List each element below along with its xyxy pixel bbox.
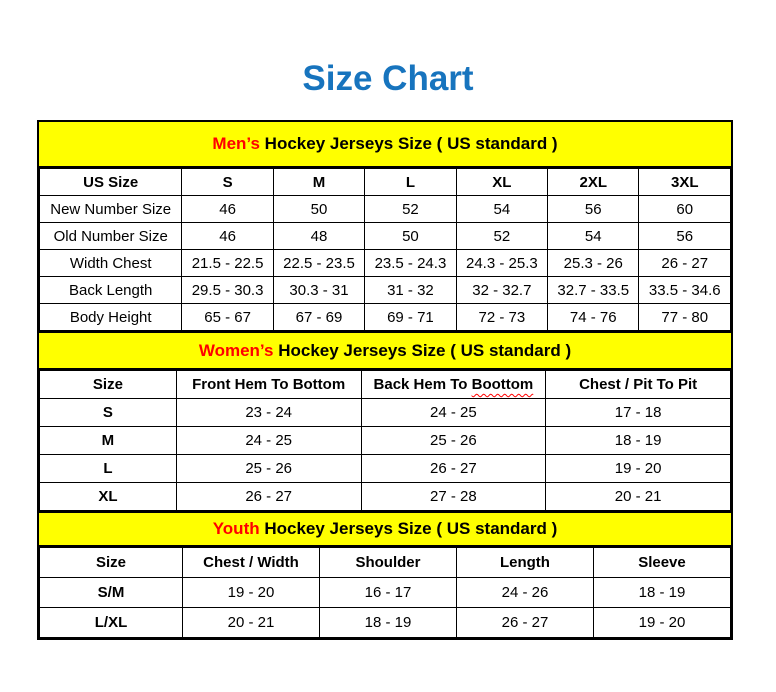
size-cell: 72 - 73	[456, 304, 547, 331]
column-header: 3XL	[639, 169, 731, 196]
size-cell: 46	[182, 223, 273, 250]
misspelled-word: Boottom	[471, 376, 534, 393]
header-row	[40, 169, 731, 196]
size-cell: 46	[182, 196, 273, 223]
size-cell: 77 - 80	[639, 304, 731, 331]
data-row	[40, 250, 731, 277]
size-cell: 26 - 27	[456, 608, 593, 638]
caption-highlight: Women’s	[198, 340, 274, 360]
size-cell: 18 - 19	[546, 427, 731, 455]
data-row	[40, 483, 731, 511]
data-row	[40, 304, 731, 331]
youth-size-table	[39, 547, 731, 638]
size-cell: 25 - 26	[361, 427, 546, 455]
data-row	[40, 608, 731, 638]
row-label: M	[40, 427, 177, 455]
column-header: Length	[456, 548, 593, 578]
size-cell: 54	[548, 223, 639, 250]
size-cell: 26 - 27	[639, 250, 731, 277]
column-header: Chest / Pit To Pit	[546, 371, 731, 399]
size-cell: 19 - 20	[546, 455, 731, 483]
size-cell: 25 - 26	[176, 455, 361, 483]
row-label: Back Length	[40, 277, 182, 304]
size-cell: 23 - 24	[176, 399, 361, 427]
column-header: XL	[456, 169, 547, 196]
size-cell: 74 - 76	[548, 304, 639, 331]
size-cell: 24 - 25	[361, 399, 546, 427]
size-cell: 24 - 26	[456, 578, 593, 608]
row-label: XL	[40, 483, 177, 511]
size-cell: 24 - 25	[176, 427, 361, 455]
column-header: L	[365, 169, 456, 196]
size-cell: 21.5 - 22.5	[182, 250, 273, 277]
size-cell: 27 - 28	[361, 483, 546, 511]
page-title: Size Chart	[302, 59, 474, 98]
column-header: Size	[40, 548, 183, 578]
header-row	[40, 548, 731, 578]
size-cell: 54	[456, 196, 547, 223]
size-cell: 23.5 - 24.3	[365, 250, 456, 277]
size-chart-tables	[37, 120, 733, 640]
size-cell: 20 - 21	[546, 483, 731, 511]
data-row	[40, 427, 731, 455]
column-header: S	[182, 169, 273, 196]
caption-text: Hockey Jerseys Size ( US standard )	[259, 134, 558, 153]
data-row	[40, 455, 731, 483]
womens-size-table	[39, 370, 731, 511]
data-row	[40, 223, 731, 250]
column-header: US Size	[40, 169, 182, 196]
size-cell: 26 - 27	[361, 455, 546, 483]
size-cell: 19 - 20	[183, 578, 320, 608]
size-cell: 32.7 - 33.5	[548, 277, 639, 304]
size-cell: 60	[639, 196, 731, 223]
size-cell: 17 - 18	[546, 399, 731, 427]
row-label: L/XL	[40, 608, 183, 638]
caption-highlight: Youth	[212, 519, 260, 538]
section-caption-womens	[39, 331, 731, 370]
size-cell: 22.5 - 23.5	[273, 250, 364, 277]
column-header: M	[273, 169, 364, 196]
section-caption-mens	[39, 122, 731, 168]
mens-size-table	[39, 168, 731, 331]
size-cell: 52	[456, 223, 547, 250]
data-row	[40, 196, 731, 223]
size-cell: 18 - 19	[593, 578, 730, 608]
caption-text: Hockey Jerseys Size ( US standard )	[273, 340, 572, 360]
row-label: New Number Size	[40, 196, 182, 223]
size-cell: 30.3 - 31	[273, 277, 364, 304]
column-header: Front Hem To Bottom	[176, 371, 361, 399]
size-cell: 32 - 32.7	[456, 277, 547, 304]
caption-highlight: Men’s	[212, 134, 260, 153]
size-cell: 50	[273, 196, 364, 223]
row-label: Width Chest	[40, 250, 182, 277]
size-cell: 29.5 - 30.3	[182, 277, 273, 304]
size-cell: 16 - 17	[319, 578, 456, 608]
data-row	[40, 578, 731, 608]
size-cell: 50	[365, 223, 456, 250]
column-header: Sleeve	[593, 548, 730, 578]
size-cell: 25.3 - 26	[548, 250, 639, 277]
column-header: Back Hem To Boottom	[361, 371, 546, 399]
row-label: S	[40, 399, 177, 427]
size-cell: 65 - 67	[182, 304, 273, 331]
size-cell: 20 - 21	[183, 608, 320, 638]
section-caption-youth	[39, 511, 731, 547]
data-row	[40, 277, 731, 304]
size-cell: 18 - 19	[319, 608, 456, 638]
column-header: Shoulder	[319, 548, 456, 578]
size-cell: 24.3 - 25.3	[456, 250, 547, 277]
size-cell: 19 - 20	[593, 608, 730, 638]
size-cell: 31 - 32	[365, 277, 456, 304]
size-cell: 67 - 69	[273, 304, 364, 331]
size-cell: 26 - 27	[176, 483, 361, 511]
column-header: Chest / Width	[183, 548, 320, 578]
row-label: S/M	[40, 578, 183, 608]
column-header: 2XL	[548, 169, 639, 196]
size-cell: 48	[273, 223, 364, 250]
caption-text: Hockey Jerseys Size ( US standard )	[259, 519, 558, 538]
size-cell: 52	[365, 196, 456, 223]
row-label: Body Height	[40, 304, 182, 331]
header-row	[40, 371, 731, 399]
size-cell: 56	[639, 223, 731, 250]
column-header: Size	[40, 371, 177, 399]
row-label: Old Number Size	[40, 223, 182, 250]
size-cell: 69 - 71	[365, 304, 456, 331]
row-label: L	[40, 455, 177, 483]
data-row	[40, 399, 731, 427]
size-cell: 56	[548, 196, 639, 223]
size-cell: 33.5 - 34.6	[639, 277, 731, 304]
